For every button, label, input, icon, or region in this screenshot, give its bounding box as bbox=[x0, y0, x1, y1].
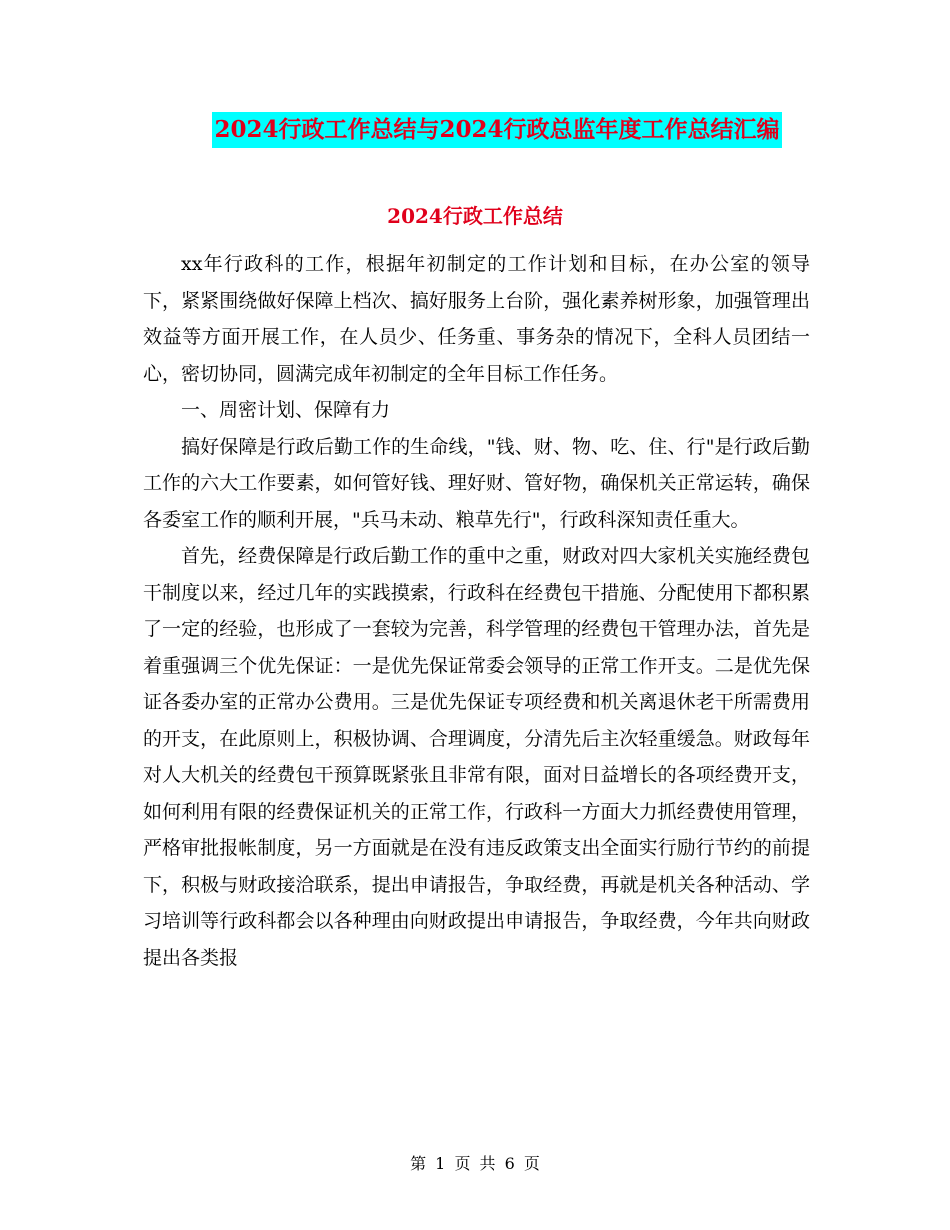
section-title: 2024行政工作总结 bbox=[387, 204, 563, 228]
page-footer: 第 1 页 共 6 页 bbox=[410, 1154, 540, 1173]
paragraph: 搞好保障是行政后勤工作的生命线，"钱、财、物、吃、住、行"是行政后勤工作的六大工作要素，如何管好钱、理好财、管好物，确保机关正常运转，确保各委室工作的顺利开展，"兵马未动、粮草先行"，行政科深知责任重大。 bbox=[143, 435, 810, 531]
section-heading: 一、周密计划、保障有力 bbox=[181, 399, 391, 421]
paragraph: xx年行政科的工作，根据年初制定的工作计划和目标，在办公室的领导下，紧紧围绕做好保障上档次、搞好服务上台阶，强化素养树形象，加强管理出效益等方面开展工作，在人员少、任务重、事务杂的情况下，全科人员团结一心，密切协同，圆满完成年初制定的全年目标工作任务。 bbox=[143, 253, 810, 385]
paragraph: 首先，经费保障是行政后勤工作的重中之重，财政对四大家机关实施经费包干制度以来，经过几年的实践摸索，行政科在经费包干措施、分配使用下都积累了一定的经验，也形成了一套较为完善，科学管理的经费包干管理办法，首先是着重强调三个优先保证：一是优先保证常委会领导的正常工作开支。二是优先保证各委办室的正常办公费用。三是优先保证专项经费和机关离退休老干所需费用的开支，在此原则上，积极协调、合理调度，分清先后主次轻重缓急。财政每年对人大机关的经费包干预算既紧张且非常有限，面对日益增长的各项经费开支，如何利用有限的经费保证机关的正常工作，行政科一方面大力抓经费使用管理，严格审批报帐制度，另一方面就是在没有违反政策支出全面实行励行节约的前提下，积极与财政接洽联系，提出申请报告，争取经费，再就是机关各种活动、学习培训等行政科都会以各种理由向财政提出申请报告，争取经费，今年共向财政提出各类报 bbox=[143, 545, 810, 969]
document-title: 2024行政工作总结与2024行政总监年度工作总结汇编 bbox=[212, 112, 781, 148]
document-title-container bbox=[0, 112, 950, 148]
document-body bbox=[143, 246, 810, 976]
